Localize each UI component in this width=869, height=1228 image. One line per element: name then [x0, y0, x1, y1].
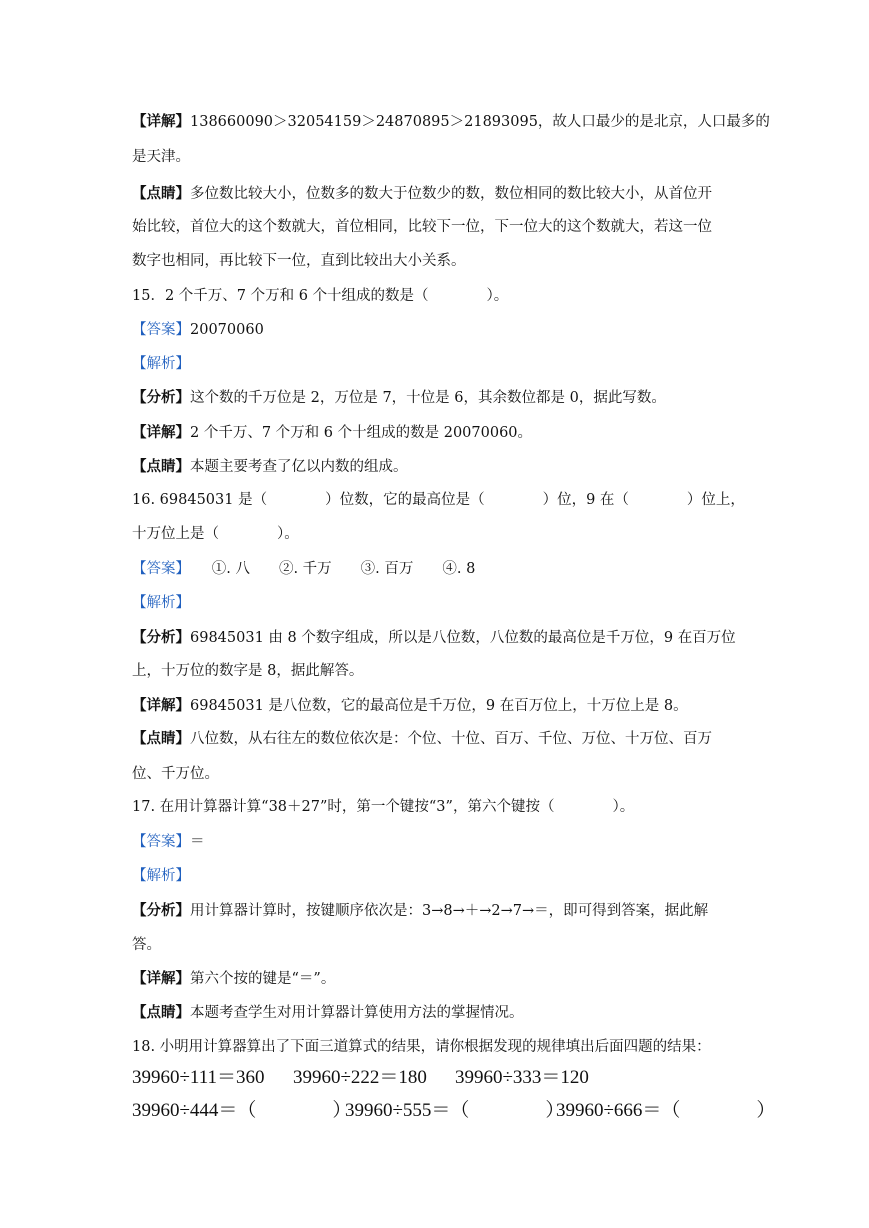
text-line	[132, 866, 742, 886]
text-line	[132, 661, 742, 681]
line-text: 十万位上是（ ）。	[132, 526, 299, 542]
text-line	[132, 593, 742, 613]
text-line	[132, 901, 742, 921]
line-text: 多位数比较大小，位数多的数大于位数少的数，数位相同的数比较大小，从首位开	[190, 186, 712, 202]
line-text: ①. 八 ②. 千万 ③. 百万 ④. 8	[182, 561, 476, 577]
section-tag: 【答案】	[132, 834, 190, 850]
line-text: 这个数的千万位是 2，万位是 7，十位是 6，其余数位都是 0，据此写数。	[190, 390, 666, 406]
text-line	[132, 935, 742, 955]
text-line	[132, 354, 742, 374]
line-text: 答。	[132, 937, 161, 953]
line-text: 是天津。	[132, 149, 190, 165]
line-text: 始比较，首位大的这个数就大，首位相同，比较下一位，下一位大的这个数就大，若这一位	[132, 219, 712, 235]
line-text: 用计算器计算时，按键顺序依次是：3→8→＋→2→7→＝，即可得到答案，据此解	[190, 903, 709, 919]
line-text: 第六个按的键是“＝”。	[190, 971, 336, 987]
text-line	[132, 457, 742, 477]
section-tag: 【分析】	[132, 902, 190, 919]
text-line	[132, 217, 742, 237]
section-tag: 【解析】	[132, 595, 190, 611]
line-text: 2 个千万、7 个万和 6 个十组成的数是 20070060。	[190, 425, 533, 441]
line-text: 138660090＞32054159＞24870895＞21893095，故人口最少的是北京，人口最多的	[190, 114, 770, 130]
text-line	[132, 696, 742, 716]
text-line	[132, 1003, 742, 1023]
line-text: 位、千万位。	[132, 766, 219, 782]
line-text: 16. 69845031 是（ ）位数，它的最高位是（ ）位，9 在（ ）位上，	[132, 492, 745, 508]
section-tag: 【点睛】	[132, 1004, 190, 1021]
section-tag: 【分析】	[132, 389, 190, 406]
line-text: 20070060	[190, 322, 264, 338]
text-line	[132, 490, 745, 510]
section-tag: 【详解】	[132, 113, 190, 130]
line-text: 上，十万位的数字是 8，据此解答。	[132, 663, 364, 679]
text-line	[132, 559, 742, 579]
line-text: 本题考查学生对用计算器计算使用方法的掌握情况。	[190, 1005, 524, 1021]
section-tag: 【详解】	[132, 697, 190, 714]
section-tag: 【点睛】	[132, 185, 190, 202]
text-line	[132, 320, 742, 340]
text-line	[132, 832, 742, 852]
section-tag: 【解析】	[132, 356, 190, 372]
equation-blank: 39960÷444＝（ ）	[132, 1100, 352, 1121]
text-line	[132, 423, 742, 443]
text-line	[132, 524, 742, 544]
text-line	[132, 286, 742, 306]
equation-blank: 39960÷666＝（ ）	[556, 1100, 776, 1121]
section-tag: 【点睛】	[132, 730, 190, 747]
text-line	[132, 1037, 742, 1057]
line-text: 数字也相同，再比较下一位，直到比较出大小关系。	[132, 253, 466, 269]
section-tag: 【分析】	[132, 629, 190, 646]
text-line	[132, 764, 742, 784]
line-text: 本题主要考查了亿以内数的组成。	[190, 459, 408, 475]
line-text: 17. 在用计算器计算“38＋27”时，第一个键按“3”，第六个键按（ ）。	[132, 799, 635, 815]
text-line	[132, 251, 742, 271]
line-text: ＝	[190, 834, 205, 850]
line-text: 69845031 由 8 个数字组成，所以是八位数，八位数的最高位是千万位，9 在百万位	[190, 630, 736, 646]
equation: 39960÷333＝120	[455, 1067, 589, 1088]
text-line	[132, 797, 742, 817]
text-line	[132, 628, 742, 648]
section-tag: 【解析】	[132, 868, 190, 884]
line-text: 八位数，从右往左的数位依次是：个位、十位、百万、千位、万位、十万位、百万	[190, 731, 712, 747]
section-tag: 【点睛】	[132, 458, 190, 475]
equation: 39960÷111＝360	[132, 1067, 265, 1088]
text-line	[132, 147, 742, 167]
text-line	[132, 969, 742, 989]
section-tag: 【答案】	[132, 561, 183, 577]
text-line	[132, 388, 742, 408]
section-tag: 【详解】	[132, 424, 190, 441]
section-tag: 【答案】	[132, 322, 190, 338]
line-text: 69845031 是八位数，它的最高位是千万位，9 在百万位上，十万位上是 8。	[190, 698, 688, 714]
equation-blank: 39960÷555＝（ ）	[345, 1100, 565, 1121]
text-line	[132, 112, 770, 132]
line-text: 15．2 个千万、7 个万和 6 个十组成的数是（ ）。	[132, 288, 509, 304]
equation: 39960÷222＝180	[293, 1067, 427, 1088]
text-line	[132, 184, 742, 204]
text-line	[132, 729, 742, 749]
section-tag: 【详解】	[132, 970, 190, 987]
line-text: 18. 小明用计算器算出了下面三道算式的结果，请你根据发现的规律填出后面四题的结果：	[132, 1039, 711, 1055]
